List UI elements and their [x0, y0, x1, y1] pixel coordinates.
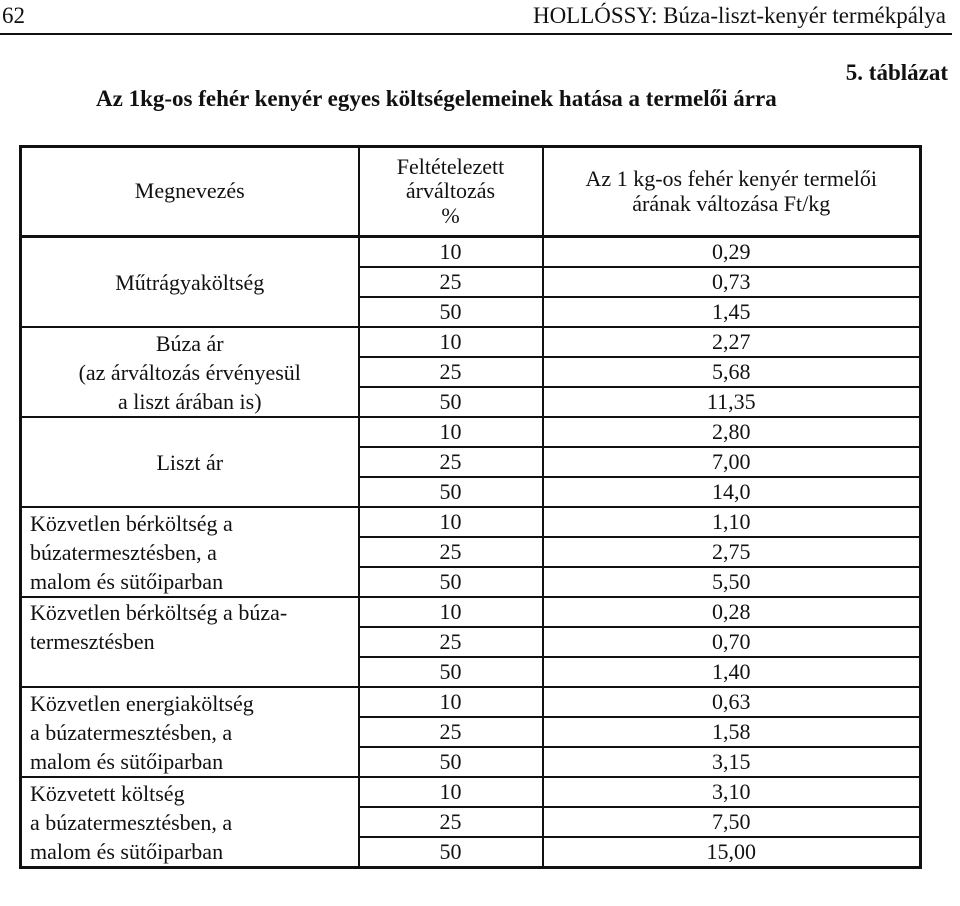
page-number: 62	[2, 3, 25, 28]
column-header-effect: Az 1 kg-os fehér kenyér termelői árának változása Ft/kg	[543, 147, 921, 237]
table-row	[21, 507, 921, 537]
table-row	[21, 777, 921, 807]
price-change-cell: 25	[359, 807, 543, 837]
price-effect-cell: 1,58	[543, 717, 921, 747]
price-effect-cell: 3,10	[543, 777, 921, 807]
price-effect-cell: 1,40	[543, 657, 921, 687]
price-change-cell: 10	[359, 327, 543, 357]
price-change-cell: 25	[359, 447, 543, 477]
price-change-cell: 10	[359, 597, 543, 627]
header-rule	[0, 33, 952, 35]
column-header-change: Feltételezett árváltozás %	[359, 147, 543, 237]
price-effect-cell: 1,10	[543, 507, 921, 537]
table-row	[21, 417, 921, 447]
price-change-cell: 50	[359, 297, 543, 327]
table-title: Az 1kg-os fehér kenyér egyes költségelemeinek hatása a termelői árra	[96, 86, 777, 111]
price-change-cell: 25	[359, 357, 543, 387]
table-row	[21, 597, 921, 627]
price-change-cell: 25	[359, 717, 543, 747]
price-change-cell: 50	[359, 477, 543, 507]
table-row	[21, 327, 921, 357]
price-change-cell: 25	[359, 267, 543, 297]
price-change-cell: 50	[359, 747, 543, 777]
price-change-cell: 10	[359, 777, 543, 807]
price-change-cell: 10	[359, 417, 543, 447]
price-change-cell: 10	[359, 237, 543, 268]
price-effect-cell: 2,75	[543, 537, 921, 567]
price-effect-cell: 2,27	[543, 327, 921, 357]
price-effect-cell: 14,0	[543, 477, 921, 507]
row-group-name: Közvetlen bérköltség a búza- termesztésben	[21, 597, 359, 687]
column-header-name: Megnevezés	[21, 147, 359, 237]
table-row	[21, 237, 921, 268]
running-title: HOLLÓSSY: Búza-liszt-kenyér termékpálya	[532, 3, 946, 28]
price-change-cell: 10	[359, 687, 543, 717]
price-effect-cell: 3,15	[543, 747, 921, 777]
price-change-cell: 50	[359, 837, 543, 868]
price-effect-cell: 15,00	[543, 837, 921, 868]
price-effect-cell: 2,80	[543, 417, 921, 447]
price-effect-cell: 11,35	[543, 387, 921, 417]
row-group-name: Liszt ár	[21, 417, 359, 507]
price-effect-cell: 0,73	[543, 267, 921, 297]
row-group-name: Búza ár (az árváltozás érvényesül a liszt árában is)	[21, 327, 359, 417]
row-group-name: Közvetlen energiaköltség a búzatermesztésben, a malom és sütőiparban	[21, 687, 359, 777]
price-effect-cell: 7,00	[543, 447, 921, 477]
price-change-cell: 50	[359, 657, 543, 687]
price-effect-cell: 1,45	[543, 297, 921, 327]
price-change-cell: 50	[359, 567, 543, 597]
price-change-cell: 50	[359, 387, 543, 417]
header-row	[21, 147, 921, 237]
price-effect-cell: 0,63	[543, 687, 921, 717]
table-row	[21, 687, 921, 717]
price-change-cell: 10	[359, 507, 543, 537]
row-group-name: Közvetlen bérköltség a búzatermesztésben, a malom és sütőiparban	[21, 507, 359, 597]
price-effect-cell: 0,28	[543, 597, 921, 627]
price-effect-cell: 5,68	[543, 357, 921, 387]
price-change-cell: 25	[359, 537, 543, 567]
table-label: 5. táblázat	[845, 60, 948, 85]
price-effect-cell: 7,50	[543, 807, 921, 837]
row-group-name: Műtrágyaköltség	[21, 237, 359, 328]
price-effect-cell: 0,29	[543, 237, 921, 268]
price-change-cell: 25	[359, 627, 543, 657]
price-effect-cell: 5,50	[543, 567, 921, 597]
price-effect-cell: 0,70	[543, 627, 921, 657]
cost-table	[19, 145, 922, 869]
row-group-name: Közvetett költség a búzatermesztésben, a malom és sütőiparban	[21, 777, 359, 868]
